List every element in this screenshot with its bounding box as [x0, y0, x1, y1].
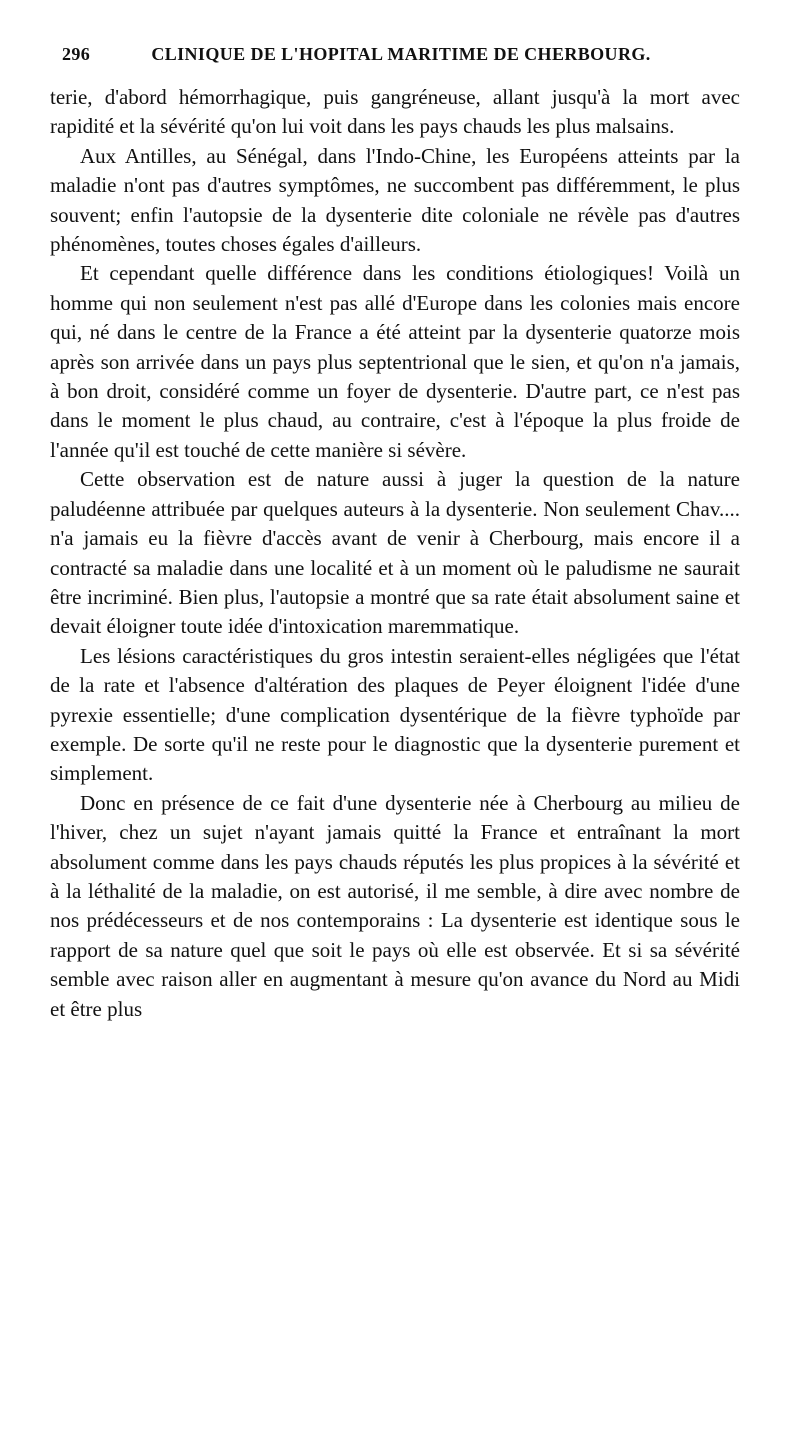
page-number: 296 [62, 44, 91, 64]
body-text [50, 83, 740, 1024]
paragraph-paludism: Cette observation est de nature aussi à juger la question de la nature paludéenne attribuée par quelques auteurs à la dysenterie. Non seulement Chav.... n'a jamais eu la fièvre d'accès avant de venir à Cherbourg, mais encore il a contracté sa maladie dans une localité et à un moment où le paludisme ne saurait être incriminé. Bien plus, l'autopsie a montré que sa rate était absolument saine et devait éloigner toute idée d'intoxication maremmatique. [50, 467, 740, 639]
paragraph-conclusion: Donc en présence de ce fait d'une dysenterie née à Cherbourg au milieu de l'hiver, chez un sujet n'ayant jamais quitté la France et entraînant la mort absolument comme dans les pays chauds réputés les plus propices à la sévérité et à la léthalité de la maladie, on est autorisé, il me semble, à dire avec nombre de nos prédécesseurs et de nos contemporains : La dysenterie est identique sous le rapport de sa nature quel que soit le pays où elle est observée. Et si sa sévérité semble avec raison aller en augmentant à mesure qu'on avance du Nord au Midi et être plus [50, 790, 740, 1021]
running-head [62, 44, 740, 70]
paragraph-lesions: Les lésions caractéristiques du gros intestin seraient-elles négligées que l'état de la rate et l'absence d'altération des plaques de Peyer éloignent l'idée d'une pyrexie essentielle; d'une complication dysentérique de la fièvre typhoïde par exemple. De sorte qu'il ne reste pour le diagnostic que la dysenterie purement et simplement. [50, 643, 740, 786]
paragraph-etiology: Et cependant quelle différence dans les conditions étiologiques! Voilà un homme qui non seulement n'est pas allé d'Europe dans les colonies mais encore qui, né dans le centre de la France a été atteint par la dysenterie quatorze mois après son arrivée dans un pays plus septentrional que le sien, et qu'on n'a jamais, à bon droit, considéré comme un foyer de dysenterie. D'autre part, ce n'est pas dans le moment le plus chaud, au contraire, c'est à l'époque la plus froide de l'année qu'il est touché de cette manière si sévère. [50, 261, 740, 462]
paragraph-colonies: Aux Antilles, au Sénégal, dans l'Indo-Chine, les Européens atteints par la maladie n'ont pas d'autres symptômes, ne succombent pas différemment, le plus souvent; enfin l'autopsie de la dysenterie dite coloniale ne révèle pas d'autres phénomènes, toutes choses égales d'ailleurs. [50, 143, 740, 257]
running-title: CLINIQUE DE L'HOPITAL MARITIME DE CHERBOURG. [151, 44, 651, 64]
paragraph-continued: terie, d'abord hémorrhagique, puis gangréneuse, allant jusqu'à la mort avec rapidité et la sévérité qu'on lui voit dans les pays chauds les plus malsains. [50, 85, 740, 139]
